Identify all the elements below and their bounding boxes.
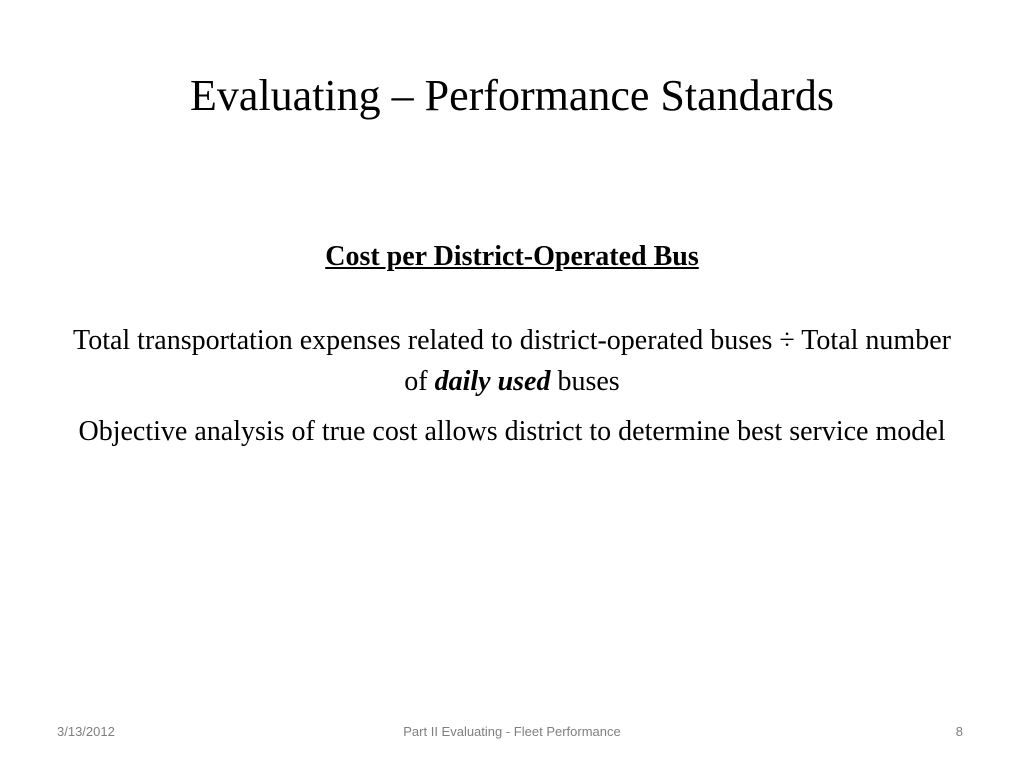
footer-page-number: 8 [955, 724, 963, 739]
slide-title: Evaluating – Performance Standards [190, 71, 834, 120]
formula-text-part2: buses [550, 366, 620, 397]
description-paragraph: Objective analysis of true cost allows district to determine best service model [78, 416, 946, 447]
slide-content [60, 236, 964, 461]
formula-text-part1: Total transportation expenses related to district-operated buses ÷ Total number of [73, 325, 951, 397]
formula-emphasis: daily used [434, 366, 551, 397]
formula-paragraph [60, 320, 964, 402]
slide-subheading: Cost per District-Operated Bus [325, 241, 699, 272]
footer-date: 3/13/2012 [57, 724, 115, 739]
footer-center-text: Part II Evaluating - Fleet Performance [403, 724, 621, 739]
